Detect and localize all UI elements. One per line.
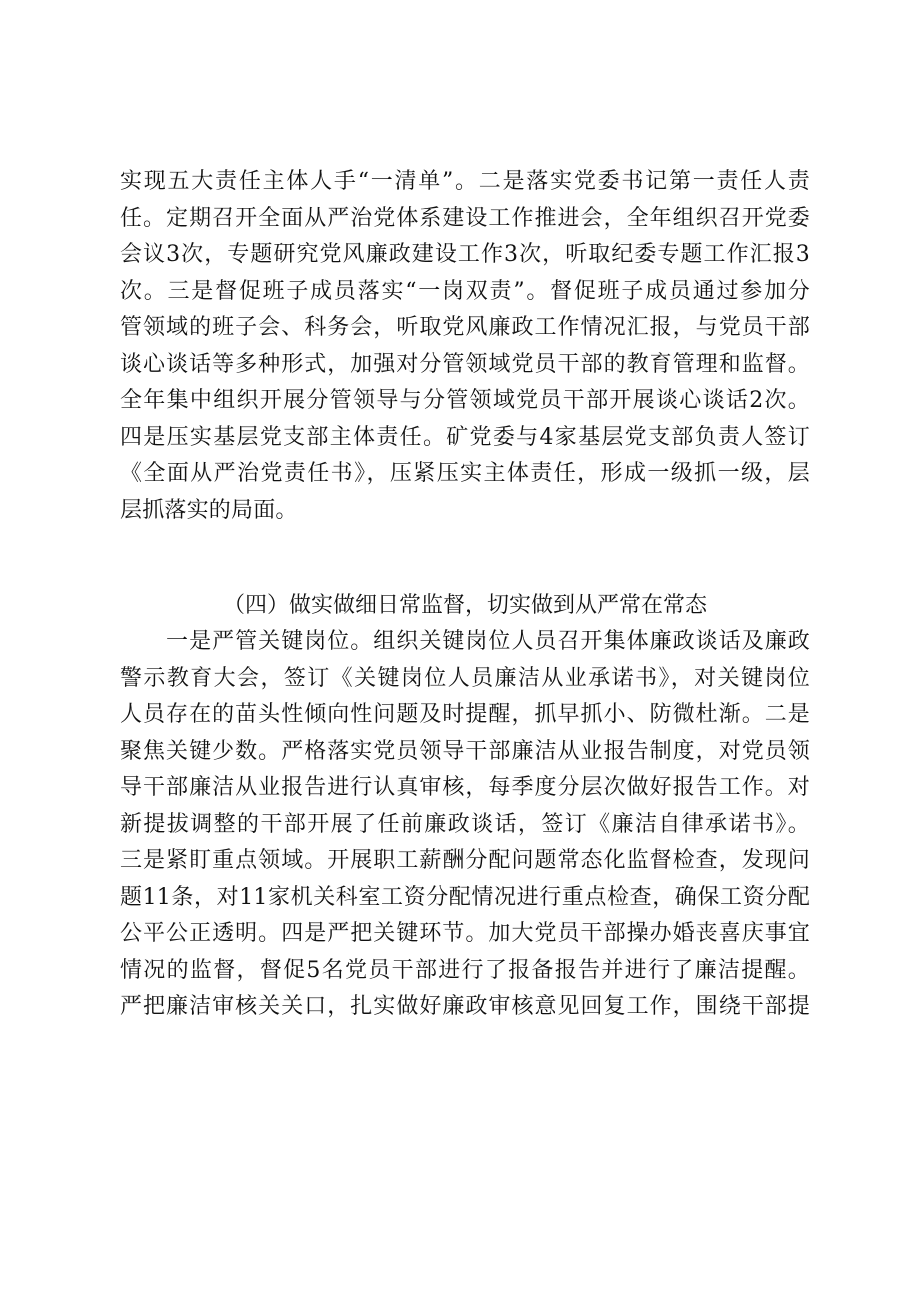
text-line: 管领域的班子会、科务会，听取党风廉政工作情况汇报，与党员干部 xyxy=(120,315,810,340)
text-line: 任。定期召开全面从严治党体系建设工作推进会，全年组织召开党委 xyxy=(120,205,810,231)
text-line: 人员存在的苗头性倾向性问题及时提醒，抓早抓小、防微杜渐。二是 xyxy=(120,702,810,727)
text-line: 三是紧盯重点领域。开展职工薪酬分配问题常态化监督检查，发现问 xyxy=(120,848,810,873)
text-line: 层抓落实的局面。 xyxy=(120,497,298,523)
text-line: 《全面从严治党责任书》，压紧压实主体责任，形成一级抓一级，层 xyxy=(120,461,810,486)
text-line: 四是压实基层党支部主体责任。矿党委与4家基层党支部负责人签订 xyxy=(120,424,810,450)
text-line: 会议3次，专题研究党风廉政建设工作3次，听取纪委专题工作汇报3 xyxy=(120,242,810,267)
text-line: 新提拔调整的干部开展了任前廉政谈话，签订《廉洁自律承诺书》。 xyxy=(120,811,810,837)
paragraph-responsibility xyxy=(120,164,810,529)
text-line: 导干部廉洁从业报告进行认真审核，每季度分层次做好报告工作。对 xyxy=(120,775,810,800)
text-line: 一是严管关键岗位。组织关键岗位人员召开集体廉政谈话及廉政 xyxy=(120,629,810,654)
text-line: 题11条，对11家机关科室工资分配情况进行重点检查，确保工资分配 xyxy=(120,884,810,910)
text-line: 谈心谈话等多种形式，加强对分管领域党员干部的教育管理和监督。 xyxy=(120,351,810,377)
text-line: 严把廉洁审核关关口，扎实做好廉政审核意见回复工作，围绕干部提 xyxy=(120,994,810,1019)
text-line: 实现五大责任主体人手“一清单”。二是落实党委书记第一责任人责 xyxy=(120,169,810,194)
text-line: 公平公正透明。四是严把关键环节。加大党员干部操办婚丧喜庆事宜 xyxy=(120,921,810,946)
text-line: 次。三是督促班子成员落实“一岗双责”。督促班子成员通过参加分 xyxy=(120,278,810,304)
paragraph-daily-supervision xyxy=(120,624,810,1026)
text-line: 聚焦关键少数。严格落实党员领导干部廉洁从业报告制度，对党员领 xyxy=(120,738,810,764)
text-line: 警示教育大会，签订《关键岗位人员廉洁从业承诺书》，对关键岗位 xyxy=(120,665,810,691)
text-line: 全年集中组织开展分管领导与分管领域党员干部开展谈心谈话2次。 xyxy=(120,388,810,413)
text-line: 情况的监督，督促5名党员干部进行了报备报告并进行了廉洁提醒。 xyxy=(120,957,810,983)
section-heading: （四）做实做细日常监督，切实做到从严常在常态 xyxy=(222,593,707,618)
